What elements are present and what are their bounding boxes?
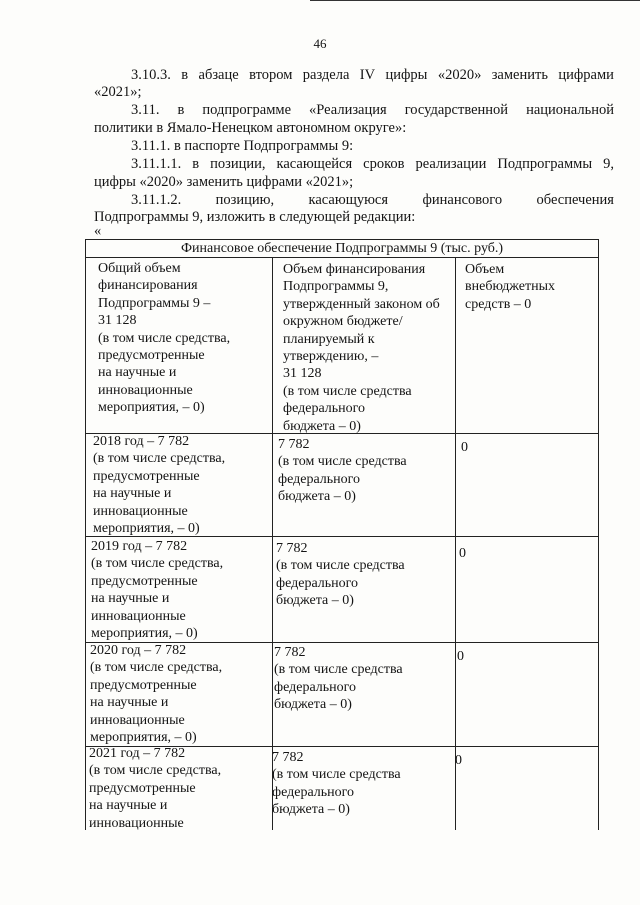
row-2019-budget (276, 540, 405, 610)
paragraph-3-11-line-2: политики в Ямало-Ненецком автономном округе»: (94, 120, 407, 136)
cell-line: мероприятия, – 0) (90, 730, 197, 746)
word: сроков (363, 156, 405, 172)
word: абзаце (198, 67, 239, 83)
cell-line: инновационные (89, 815, 184, 831)
paragraph-3-10-3-line-2: «2021»; (94, 84, 142, 100)
header-total-volume (98, 260, 230, 417)
row-2020-budget (274, 644, 403, 714)
cell-line: утвержденный законом об (283, 296, 440, 312)
cell-line: финансирования (98, 278, 198, 294)
cell-line: (в том числе средства, (89, 763, 222, 779)
word: раздела (302, 67, 350, 83)
cell-line: (в том числе средства, (98, 330, 231, 346)
cell-line: (в том числе средства (272, 767, 401, 783)
financing-table (85, 239, 599, 830)
row-2020-total (90, 642, 222, 746)
row-2021-extrabudgetary: 0 (455, 753, 462, 768)
word: 3.10.3. (131, 67, 171, 83)
cell-line: на научные и (93, 486, 172, 502)
cell-line: бюджета – 0) (272, 802, 350, 818)
row-2021-budget (272, 749, 401, 819)
cell-line: 2021 год – 7 782 (89, 746, 186, 761)
word: позицию, (215, 192, 275, 208)
cell-line: бюджета – 0) (283, 418, 361, 434)
cell-line: мероприятия, – 0) (93, 521, 200, 537)
word: 3.11.1.2. (131, 192, 182, 208)
paragraph-3-11-1-1-line-2: цифры «2020» заменить цифрами «2021»; (94, 174, 354, 190)
scan-edge-line (310, 0, 640, 1)
cell-line: бюджета – 0) (276, 593, 354, 609)
word: 3.11. (131, 102, 160, 118)
cell-line: на научные и (89, 798, 168, 814)
cell-line: на научные и (90, 695, 169, 711)
word: 3.11.1.1. (131, 156, 182, 172)
header-approved-volume (283, 261, 440, 435)
word: касающуюся (308, 192, 389, 208)
cell-line: (в том числе средства (276, 558, 405, 574)
word: в (177, 102, 185, 118)
cell-line: окружном бюджете/ (283, 314, 403, 330)
row-2020-extrabudgetary: 0 (457, 649, 464, 664)
cell-line: на научные и (98, 365, 177, 381)
cell-line: 31 128 (283, 366, 322, 382)
cell-line: (в том числе средства (283, 383, 412, 399)
column-divider-1 (272, 258, 273, 830)
cell-line: федерального (278, 471, 361, 487)
table-title: Финансовое обеспечение Подпрограммы 9 (тыс. руб.) (86, 240, 598, 258)
word: касающейся (276, 156, 353, 172)
row-2021-total (89, 745, 221, 832)
cell-line: мероприятия, – 0) (98, 400, 205, 416)
word: «Реализация (309, 102, 387, 118)
word: позиции, (210, 156, 266, 172)
row-2018-extrabudgetary: 0 (461, 440, 468, 455)
column-divider-2 (455, 258, 456, 830)
paragraph-3-10-3-line-1 (131, 66, 614, 84)
cell-line: на научные и (91, 591, 170, 607)
cell-line: федерального (276, 575, 359, 591)
cell-line: 7 782 (278, 437, 310, 452)
cell-line: инновационные (93, 503, 188, 519)
cell-line: мероприятия, – 0) (91, 626, 198, 642)
cell-line: 31 128 (98, 313, 137, 329)
cell-line: инновационные (98, 382, 193, 398)
paragraph-3-11-1-2-line-1 (131, 191, 614, 209)
cell-line: федерального (272, 784, 355, 800)
cell-line: бюджета – 0) (274, 697, 352, 713)
word: подпрограмме (202, 102, 292, 118)
cell-line: средств – 0 (465, 296, 532, 312)
cell-line: федерального (283, 401, 366, 417)
cell-line: Подпрограммы 9, (283, 279, 389, 295)
row-2018-total (93, 433, 225, 537)
cell-line: 2019 год – 7 782 (91, 539, 188, 554)
cell-line: предусмотренные (90, 677, 197, 693)
cell-line: предусмотренные (93, 468, 200, 484)
row-2019-extrabudgetary: 0 (459, 546, 466, 561)
cell-line: внебюджетных (465, 279, 556, 295)
paragraph-3-11-1-2-line-2: Подпрограммы 9, изложить в следующей редакции: (94, 209, 416, 225)
cell-line: Общий объем (98, 261, 181, 276)
cell-line: предусмотренные (89, 780, 196, 796)
word: «2020» (437, 67, 482, 83)
cell-line: (в том числе средства, (91, 556, 224, 572)
cell-line: (в том числе средства, (93, 451, 226, 467)
opening-quote-mark: « (94, 223, 102, 239)
cell-line: (в том числе средства (278, 454, 407, 470)
row-2018-budget (278, 436, 407, 506)
cell-line: инновационные (90, 712, 185, 728)
cell-line: 7 782 (274, 645, 306, 660)
word: финансового (422, 192, 503, 208)
cell-line: федерального (274, 679, 357, 695)
word: реализации (415, 156, 487, 172)
cell-line: 7 782 (276, 541, 308, 556)
cell-line: Объем (465, 262, 505, 277)
word: Подпрограммы (497, 156, 593, 172)
cell-line: предусмотренные (91, 573, 198, 589)
word: обеспечения (536, 192, 614, 208)
word: IV (359, 67, 376, 83)
cell-line: планируемый к (283, 331, 375, 347)
word: цифрами (558, 67, 614, 83)
cell-line: Подпрограммы 9 – (98, 295, 211, 311)
word: втором (249, 67, 293, 83)
word: заменить (491, 67, 548, 83)
word: государственной (404, 102, 509, 118)
row-2019-total (91, 538, 223, 642)
cell-line: 2020 год – 7 782 (90, 643, 187, 658)
cell-line: 7 782 (272, 750, 304, 765)
word: цифры (385, 67, 428, 83)
paragraph-3-11-line-1 (131, 101, 614, 119)
page-number: 46 (313, 36, 327, 51)
paragraph-3-11-1: 3.11.1. в паспорте Подпрограммы 9: (131, 138, 354, 154)
header-extrabudgetary (465, 261, 555, 313)
cell-line: (в том числе средства, (90, 660, 223, 676)
cell-line: инновационные (91, 608, 186, 624)
cell-line: утверждению, – (283, 349, 379, 365)
word: 9, (603, 156, 614, 172)
cell-line: предусмотренные (98, 348, 205, 364)
cell-line: 2018 год – 7 782 (93, 434, 190, 449)
word: национальной (526, 102, 614, 118)
word: в (181, 67, 189, 83)
cell-line: (в том числе средства (274, 662, 403, 678)
word: в (192, 156, 200, 172)
paragraph-3-11-1-1-line-1 (131, 155, 614, 173)
cell-line: Объем финансирования (283, 262, 426, 277)
cell-line: бюджета – 0) (278, 489, 356, 505)
